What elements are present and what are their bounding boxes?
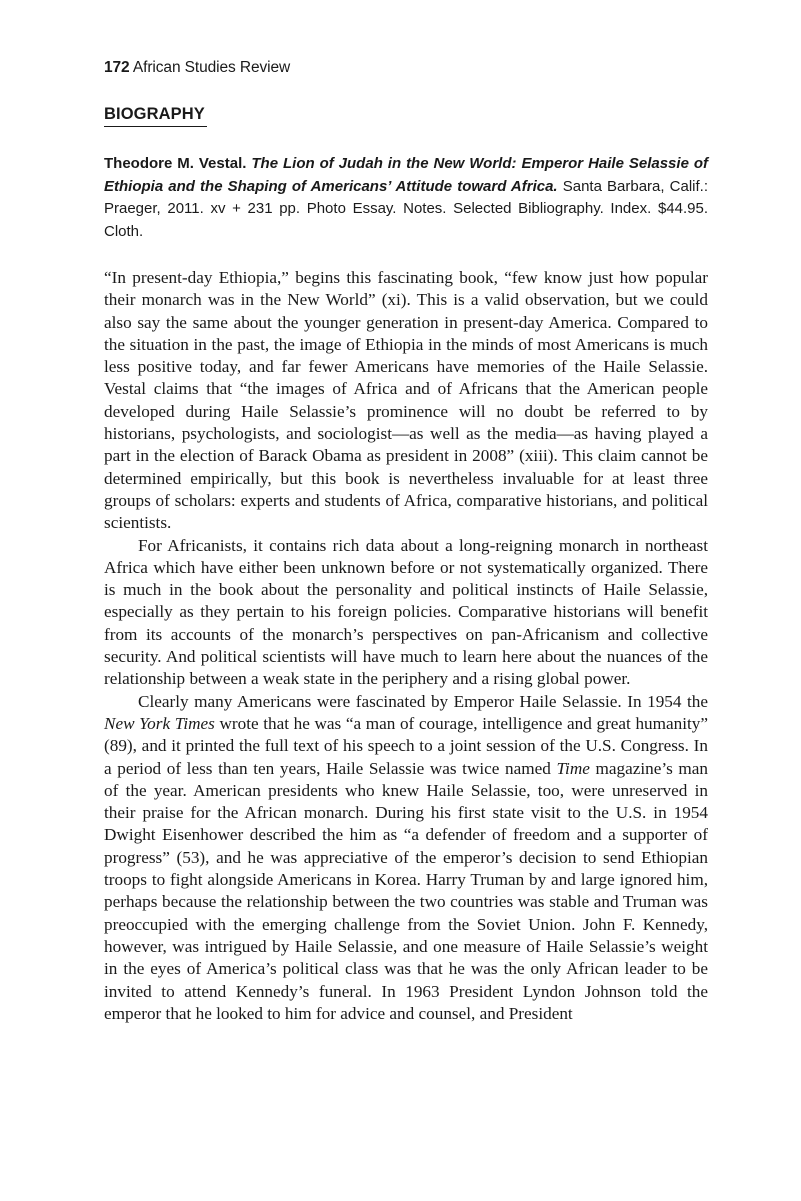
citation-author: Theodore M. Vestal. — [104, 155, 247, 172]
running-head — [104, 58, 708, 78]
magazine-title: Time — [556, 758, 590, 778]
book-citation — [104, 153, 708, 243]
page-number: 172 — [104, 59, 130, 76]
journal-name: African Studies Review — [132, 59, 291, 76]
document-page — [104, 58, 708, 1025]
section-title: BIOGRAPHY — [104, 105, 207, 127]
newspaper-title: New York Times — [104, 713, 215, 733]
paragraph-3-part-3: magazine’s man of the year. American presidents who knew Haile Selassie, too, were unreserved in their praise for the African monarch. During his first state visit to the U.S. in 1954 Dwight Eisenhower described the him as “a defender of freedom and a supporter of progress” (53), and he was appreciative of the emperor’s decision to send Ethiopian troops to fight alongside Americans in Korea. Harry Truman by and large ignored him, perhaps because the relationship between the two countries was stable and Truman was preoccupied with the emerging challenge from the Soviet Union. John F. Kennedy, however, was intrigued by Haile Selassie, and one measure of Haile Selassie’s weight in the eyes of America’s political class was that he was the only African leader to be invited to attend Kennedy’s funeral. In 1963 President Lyndon Johnson told the emperor that he looked to him for advice and counsel, and President — [104, 758, 708, 1023]
paragraph-1: “In present-day Ethiopia,” begins this fascinating book, “few know just how popular their monarch was in the New World” (xi). This is a valid observation, but we could also say the same about the younger generation in present-day America. Compared to the situation in the past, the image of Ethiopia in the minds of most Americans is much less positive today, and far fewer Americans have memories of the Haile Selassie. Vestal claims that “the images of Africa and of Africans that the American people developed during Haile Selassie’s prominence will no doubt be referred to by historians, psychologists, and sociologist—as well as the media—as having played a part in the election of Barack Obama as president in 2008” (xiii). This claim cannot be determined empirically, but this book is nevertheless invaluable for at least three groups of scholars: experts and students of Africa, comparative historians, and political scientists. — [104, 268, 708, 533]
paragraph-2: For Africanists, it contains rich data about a long-reigning monarch in northeast Africa which have either been unknown before or not systematically organized. There is much in the book about the personality and political instincts of Haile Selassie, especially as they pertain to his foreign policies. Comparative historians will benefit from its accounts of the monarch’s perspectives on pan-Africanism and collective security. And political scientists will have much to learn here about the nuances of the relationship between a weak state in the periphery and a rising global power. — [104, 535, 708, 689]
review-body — [104, 267, 708, 1025]
paragraph-3 — [104, 691, 708, 1025]
paragraph-3-part-2: wrote that he was “a man of courage, intelligence and great humanity” (89), and it printed the full text of his speech to a joint session of the U.S. Congress. In a period of less than ten years, Haile Selassie was twice named — [104, 713, 709, 778]
paragraph-3-part-1: Clearly many Americans were fascinated by Emperor Haile Selassie. In 1954 the — [138, 691, 708, 711]
citation-book-title: The Lion of Judah in the New World: Emperor Haile Selassie of Ethiopia and the Shaping of Americans’ Attitude toward Africa. — [104, 155, 709, 195]
citation-details: Santa Barbara, Calif.: Praeger, 2011. xv + 231 pp. Photo Essay. Notes. Selected Bibliography. Index. $44.95. Cloth. — [104, 177, 708, 240]
